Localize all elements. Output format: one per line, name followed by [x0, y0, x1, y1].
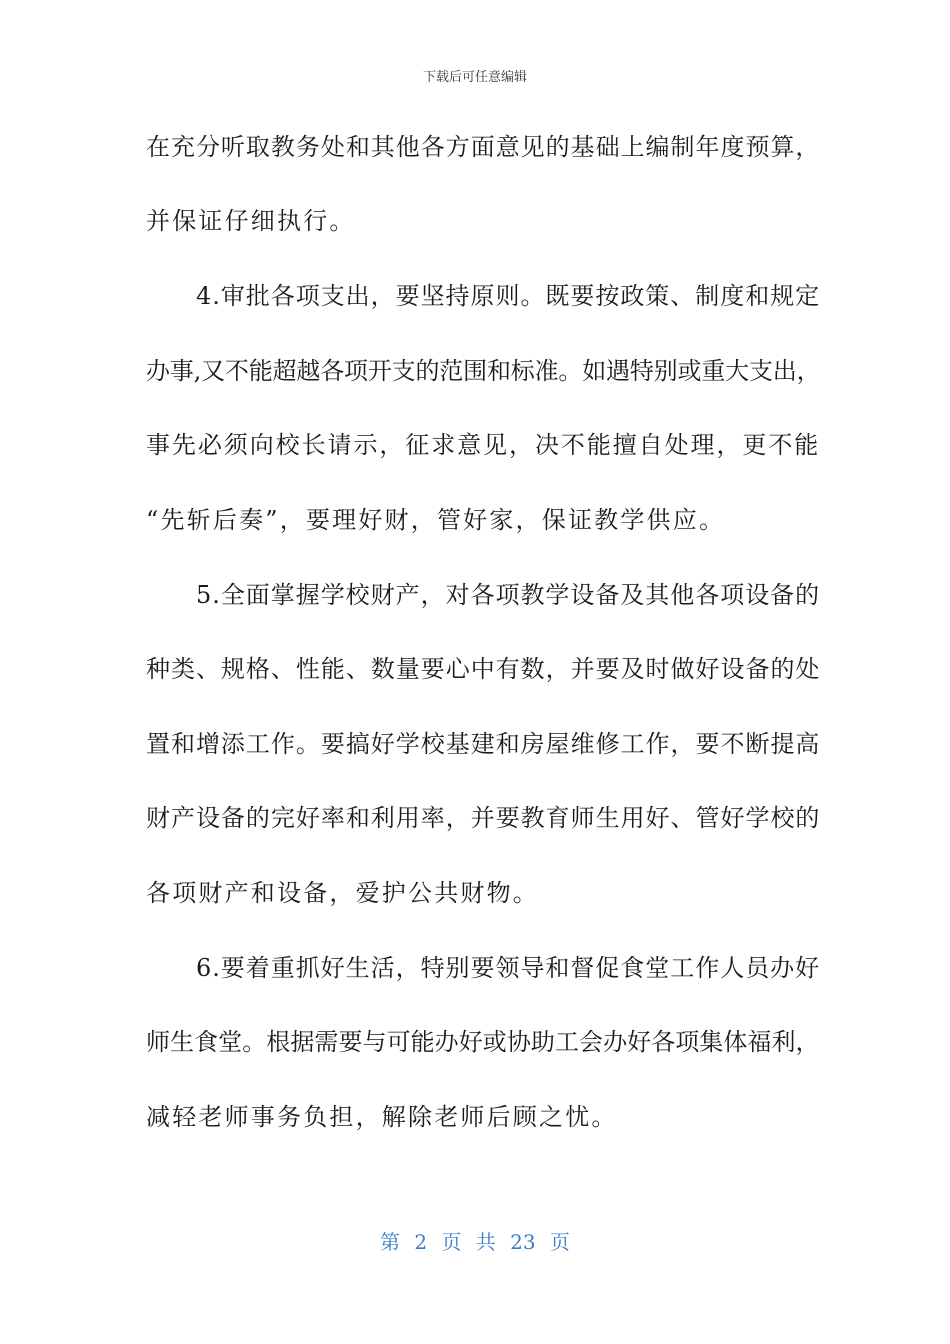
- text-line: 财产设备的完好率和利用率，并要教育师生用好、管好学校的: [146, 804, 821, 832]
- text-line: 办事,又不能超越各项开支的范围和标准。如遇特别或重大支出，: [146, 357, 821, 385]
- text-line: 事先必须向校长请示，征求意见，决不能擅自处理，更不能: [146, 431, 821, 459]
- text-line: 5.全面掌握学校财产，对各项教学设备及其他各项设备的: [196, 581, 821, 609]
- text-line: 种类、规格、性能、数量要心中有数，并要及时做好设备的处: [146, 655, 821, 683]
- text-line: 并保证仔细执行。: [146, 207, 356, 235]
- text-line: 师生食堂。根据需要与可能办好或协助工会办好各项集体福利，: [146, 1028, 820, 1056]
- page-header: 下载后可任意编辑: [422, 70, 527, 85]
- page-footer: 第 2 页 共 23 页: [380, 1230, 570, 1254]
- text-line: 6.要着重抓好生活，特别要领导和督促食堂工作人员办好: [196, 954, 821, 982]
- text-line: 在充分听取教务处和其他各方面意见的基础上编制年度预算，: [146, 133, 821, 161]
- text-line: “先斩后奏”，要理好财，管好家，保证教学供应。: [146, 506, 726, 534]
- text-line: 4.审批各项支出，要坚持原则。既要按政策、制度和规定: [196, 282, 821, 310]
- text-line: 减轻老师事务负担，解除老师后顾之忧。: [146, 1103, 618, 1131]
- text-line: 置和增添工作。要搞好学校基建和房屋维修工作，要不断提高: [146, 730, 821, 758]
- text-line: 各项财产和设备，爱护公共财物。: [146, 879, 539, 907]
